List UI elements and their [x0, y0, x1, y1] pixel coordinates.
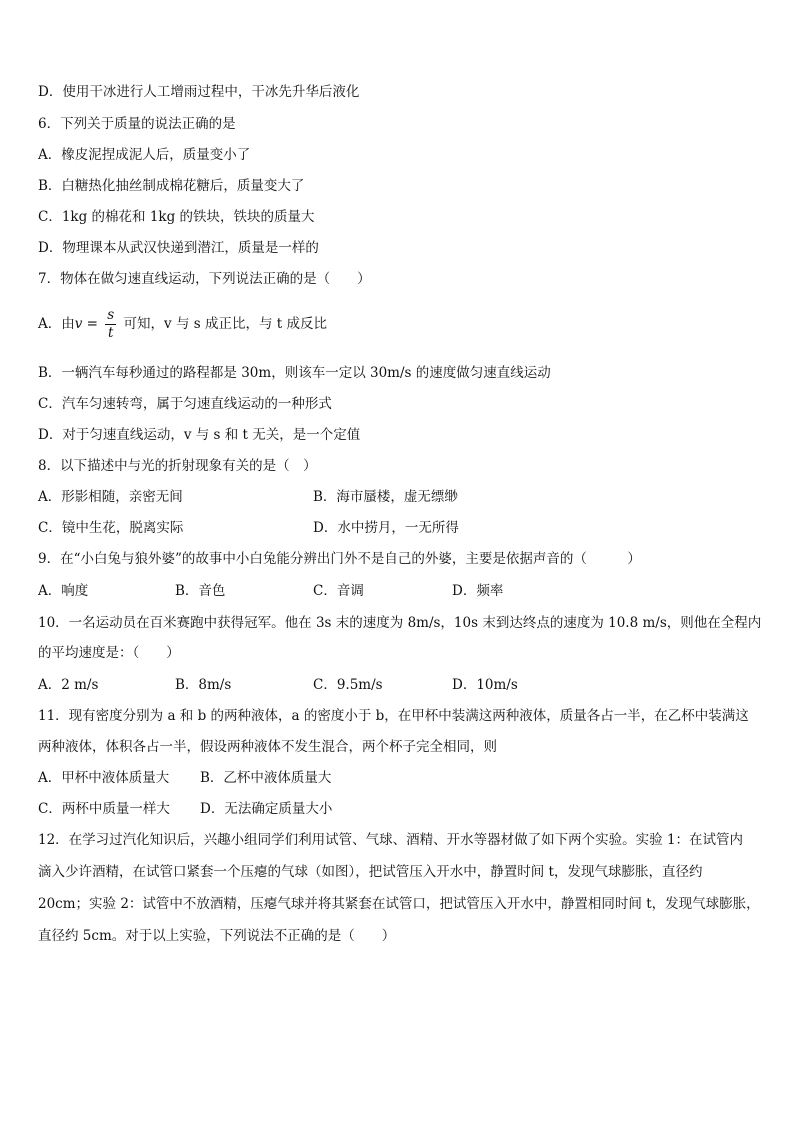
q10-option-b: B．8m/s [175, 677, 232, 693]
q10-option-d: D．10m/s [452, 677, 518, 693]
q7-option-a-suffix: 可知，v 与 s 成正比，与 t 成反比 [119, 316, 327, 332]
q9-option-c: C．音调 [313, 583, 364, 599]
q6-option-b: B．白糖热化抽丝制成棉花糖后，质量变大了 [38, 178, 305, 194]
q8-option-b: B．海市蜃楼，虚无缥缈 [313, 489, 458, 505]
q6-option-c: C．1kg 的棉花和 1kg 的铁块，铁块的质量大 [38, 209, 315, 225]
q7-fraction-numerator: s [107, 307, 115, 323]
q7-stem: 7．物体在做匀速直线运动，下列说法正确的是（ ） [38, 271, 371, 287]
q6-option-a: A．橡皮泥捏成泥人后，质量变小了 [38, 147, 251, 163]
q11-option-b: B．乙杯中液体质量大 [200, 770, 332, 786]
q7-option-b: B．一辆汽车每秒通过的路程都是 30m，则该车一定以 30m/s 的速度做匀速直线运动 [38, 365, 551, 381]
q11-stem-line-2: 两种液体，体积各占一半，假设两种液体不发生混合，两个杯子完全相同，则 [38, 739, 497, 755]
q8-stem: 8．以下描述中与光的折射现象有关的是（ ） [38, 458, 317, 474]
q10-stem-line-2: 的平均速度是：（ ） [38, 645, 180, 661]
q9-option-d: D．频率 [452, 583, 504, 599]
q8-option-a: A．形影相随，亲密无间 [38, 489, 183, 505]
q12-stem-line-3: 20cm；实验 2：试管中不放酒精，压瘪气球并将其紧套在试管口，把试管压入开水中，静置相同时间 t，发现气球膨胀， [38, 896, 760, 912]
q7-option-a-prefix: A．由 [38, 316, 75, 332]
q10-stem-line-1: 10．一名运动员在百米赛跑中获得冠军。他在 3s 末的速度为 8m/s，10s 末到达终点的速度为 10.8 m/s，则他在全程内 [38, 615, 762, 631]
q10-option-a: A．2 m/s [38, 677, 99, 693]
q11-option-c: C．两杯中质量一样大 [38, 801, 170, 817]
q6-option-d: D．物理课本从武汉快递到潜江，质量是一样的 [38, 240, 319, 256]
q5-option-d: D．使用干冰进行人工增雨过程中，干冰先升华后液化 [38, 84, 360, 100]
q12-stem-line-2: 滴入少许酒精，在试管口紧套一个压瘪的气球（如图），把试管压入开水中，静置时间 t，发现气球膨胀，直径约 [38, 864, 703, 880]
q9-option-b: B．音色 [175, 583, 226, 599]
q10-option-c: C．9.5m/s [313, 677, 383, 693]
q8-option-d: D．水中捞月，一无所得 [313, 520, 459, 536]
q12-stem-line-4: 直径约 5cm。对于以上实验，下列说法不正确的是（ ） [38, 928, 396, 944]
q9-option-a: A．响度 [38, 583, 89, 599]
q7-formula-fraction [105, 309, 116, 340]
q7-option-d: D．对于匀速直线运动，v 与 s 和 t 无关，是一个定值 [38, 427, 361, 443]
q11-option-d: D．无法确定质量大小 [200, 801, 333, 817]
q11-option-a: A．甲杯中液体质量大 [38, 770, 170, 786]
q7-formula-eq: = [82, 316, 103, 332]
q9-stem: 9．在“小白兔与狼外婆”的故事中小白兔能分辨出门外不是自己的外婆，主要是依据声音的（ ） [38, 551, 641, 567]
q7-option-c: C．汽车匀速转弯，属于匀速直线运动的一种形式 [38, 396, 332, 412]
q8-option-c: C．镜中生花，脱离实际 [38, 520, 184, 536]
q11-stem-line-1: 11．现有密度分别为 a 和 b 的两种液体，a 的密度小于 b，在甲杯中装满这两种液体，质量各占一半，在乙杯中装满这 [38, 708, 749, 724]
q6-stem: 6．下列关于质量的说法正确的是 [38, 116, 236, 132]
q7-formula-v: v [74, 316, 83, 332]
q7-option-a [38, 305, 327, 343]
q7-fraction-denominator: t [108, 324, 114, 341]
q12-stem-line-1: 12．在学习过汽化知识后，兴趣小组同学们利用试管、气球、酒精、开水等器材做了如下两个实验。实验 1：在试管内 [38, 832, 744, 848]
